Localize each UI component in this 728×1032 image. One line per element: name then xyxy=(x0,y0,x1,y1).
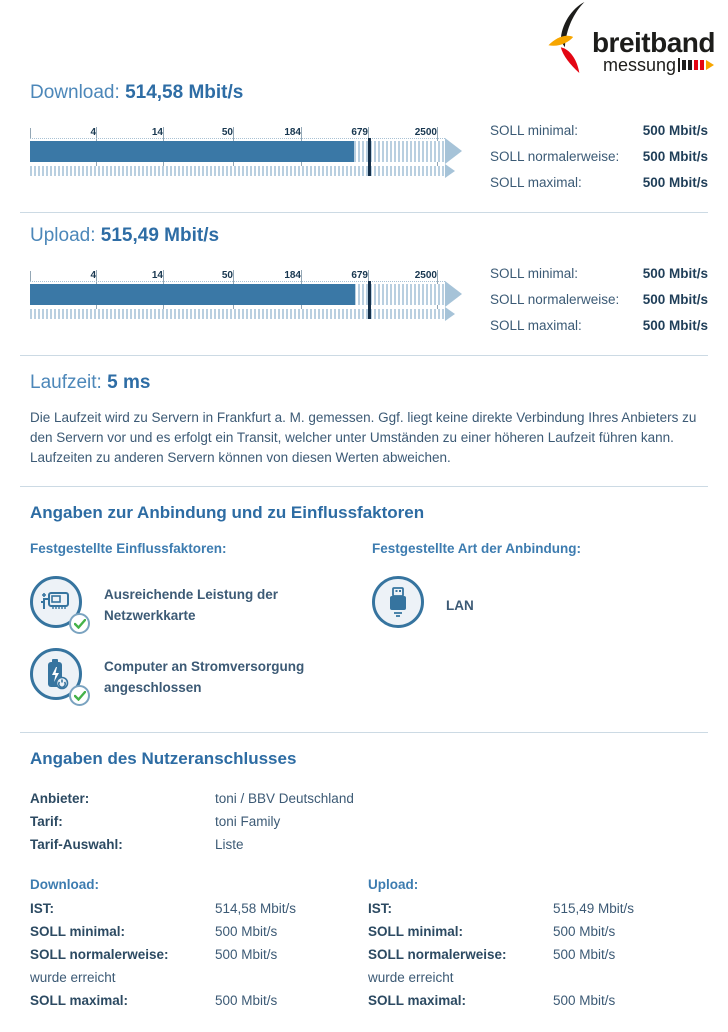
connection-type-label: LAN xyxy=(446,597,474,613)
gauge-tick-label: 2500 xyxy=(414,127,437,138)
info-row xyxy=(30,810,708,833)
info-value: toni / BBV Deutschland xyxy=(215,791,354,806)
info-row xyxy=(30,787,708,810)
upload-column xyxy=(368,873,708,1012)
soll-row xyxy=(490,287,708,313)
gauge-tick-label: 184 xyxy=(284,270,301,281)
factor-label: Ausreichende Leistung der Netzwerkkarte xyxy=(104,587,279,623)
factor-item xyxy=(30,574,372,636)
table-row xyxy=(368,943,708,966)
row-label: wurde erreicht xyxy=(30,970,116,985)
gauge-tick-label: 4 xyxy=(90,270,96,281)
upload-label: Upload: xyxy=(30,225,96,246)
download-column xyxy=(30,873,368,1012)
lan-plug-icon xyxy=(372,576,430,634)
art-der-anbindung-title: Festgestellte Art der Anbindung: xyxy=(372,541,582,556)
nutzeranschluss-title: Angaben des Nutzeranschlusses xyxy=(30,749,297,768)
soll-value: 500 Mbit/s xyxy=(642,123,708,138)
row-value: 500 Mbit/s xyxy=(553,924,616,939)
upload-section xyxy=(0,213,728,355)
soll-value: 500 Mbit/s xyxy=(642,292,708,307)
row-label: IST: xyxy=(368,901,393,916)
gauge-tick-label: 2500 xyxy=(414,270,437,281)
gauge-tick-label: 679 xyxy=(351,270,368,281)
upload-value: 515,49 Mbit/s xyxy=(100,225,220,246)
soll-ist-table xyxy=(30,873,708,1012)
info-value: Liste xyxy=(215,837,244,852)
einflussfaktoren-title: Festgestellte Einflussfaktoren: xyxy=(30,541,227,556)
row-value: 500 Mbit/s xyxy=(553,993,616,1008)
logo-wordmark-messung: messung xyxy=(602,55,676,75)
row-value: 515,49 Mbit/s xyxy=(553,901,635,916)
soll-value: 500 Mbit/s xyxy=(642,149,708,164)
gauge-tick-label: 184 xyxy=(284,127,301,138)
gauge-dotted-line xyxy=(30,281,445,282)
flag-barcode-icon xyxy=(678,58,716,72)
table-row xyxy=(30,943,368,966)
gauge-tick-label: 4 xyxy=(90,127,96,138)
laufzeit-value: 5 ms xyxy=(107,372,151,393)
soll-row xyxy=(490,170,708,196)
laufzeit-label: Laufzeit: xyxy=(30,372,102,393)
gauge-sub-bar xyxy=(30,309,445,319)
soll-label: SOLL normalerweise: xyxy=(490,149,620,164)
info-label: Tarif-Auswahl: xyxy=(30,837,123,852)
soll-label: SOLL maximal: xyxy=(490,318,582,333)
laufzeit-heading xyxy=(30,372,708,394)
anbindung-title: Angaben zur Anbindung und zu Einflussfaktoren xyxy=(30,503,425,522)
row-value: 500 Mbit/s xyxy=(215,924,278,939)
row-label: SOLL normalerweise: xyxy=(30,947,169,962)
soll-row xyxy=(490,118,708,144)
gauge-tick-label: 50 xyxy=(221,270,233,281)
check-badge-icon xyxy=(69,613,90,634)
anschluss-info-list xyxy=(30,787,708,856)
info-label: Anbieter: xyxy=(30,791,90,806)
gauge-tick-label: 50 xyxy=(221,127,233,138)
gauge-tick-label: 14 xyxy=(151,270,163,281)
anbindung-section xyxy=(0,487,728,732)
info-row xyxy=(30,833,708,856)
soll-row xyxy=(490,313,708,339)
download-heading xyxy=(30,82,708,104)
gauge-soll-marker xyxy=(368,138,371,176)
row-value: 500 Mbit/s xyxy=(215,993,278,1008)
download-soll-panel xyxy=(470,118,708,196)
gauge-tick-label: 679 xyxy=(351,127,368,138)
row-value: 500 Mbit/s xyxy=(553,947,616,962)
row-label: SOLL maximal: xyxy=(30,993,129,1008)
logo-wordmark-breitband: breitband xyxy=(591,27,716,58)
check-badge-icon xyxy=(69,685,90,706)
row-value: 514,58 Mbit/s xyxy=(215,901,297,916)
soll-value: 500 Mbit/s xyxy=(642,266,708,281)
gauge-main-bar xyxy=(30,284,445,305)
download-gauge xyxy=(30,126,470,178)
soll-label: SOLL minimal: xyxy=(490,123,579,138)
info-label: Tarif: xyxy=(30,814,63,829)
table-row xyxy=(30,989,368,1012)
gauge-fill xyxy=(30,284,355,305)
upload-soll-panel xyxy=(470,261,708,339)
upload-gauge xyxy=(30,269,470,321)
factor-label: Computer an Stromversorgung angeschlossen xyxy=(104,659,305,695)
soll-label: SOLL maximal: xyxy=(490,175,582,190)
table-row xyxy=(368,966,708,989)
table-row xyxy=(368,897,708,920)
breitbandmessung-logo xyxy=(546,2,716,79)
gauge-arrow-icon xyxy=(445,281,462,307)
power-supply-check-icon xyxy=(30,648,88,706)
laufzeit-section xyxy=(0,356,728,486)
laufzeit-description: Die Laufzeit wird zu Servern in Frankfurt a. M. gemessen. Ggf. liegt keine direkte Verbindung Ihres Anbieters zu den Servern vor und es erfolgt ein Transit, welcher unter Umständen zu einer höheren Laufzeit führen kann. Laufzeiten zu anderen Servern können von diesen Werten abweichen. xyxy=(30,410,697,465)
row-label: IST: xyxy=(30,901,55,916)
row-label: SOLL minimal: xyxy=(368,924,464,939)
gauge-fill xyxy=(30,141,354,162)
gauge-soll-marker xyxy=(368,281,371,319)
soll-label: SOLL normalerweise: xyxy=(490,292,620,307)
row-label: SOLL normalerweise: xyxy=(368,947,507,962)
row-label: SOLL minimal: xyxy=(30,924,126,939)
table-row xyxy=(368,920,708,943)
upload-heading xyxy=(30,225,708,247)
gauge-sub-arrow-icon xyxy=(445,307,455,321)
gauge-main-bar xyxy=(30,141,445,162)
column-title: Upload: xyxy=(368,877,419,892)
download-value: 514,58 Mbit/s xyxy=(125,82,244,103)
connection-type-item xyxy=(372,574,708,636)
download-label: Download: xyxy=(30,82,120,103)
bird-swoosh-icon xyxy=(546,2,590,79)
gauge-dotted-line xyxy=(30,138,445,139)
factor-item xyxy=(30,646,372,708)
row-label: SOLL maximal: xyxy=(368,993,467,1008)
row-label: wurde erreicht xyxy=(368,970,454,985)
table-row xyxy=(30,897,368,920)
column-title: Download: xyxy=(30,877,99,892)
info-value: toni Family xyxy=(215,814,281,829)
table-row xyxy=(368,989,708,1012)
gauge-arrow-icon xyxy=(445,138,462,164)
gauge-sub-arrow-icon xyxy=(445,164,455,178)
soll-value: 500 Mbit/s xyxy=(642,175,708,190)
network-card-check-icon xyxy=(30,576,88,634)
table-row xyxy=(30,920,368,943)
download-section xyxy=(0,78,728,212)
soll-row xyxy=(490,144,708,170)
soll-label: SOLL minimal: xyxy=(490,266,579,281)
table-row xyxy=(30,966,368,989)
soll-value: 500 Mbit/s xyxy=(642,318,708,333)
nutzeranschluss-section xyxy=(0,733,728,1032)
soll-row xyxy=(490,261,708,287)
gauge-sub-bar xyxy=(30,166,445,176)
gauge-tick-label: 14 xyxy=(151,127,163,138)
row-value: 500 Mbit/s xyxy=(215,947,278,962)
